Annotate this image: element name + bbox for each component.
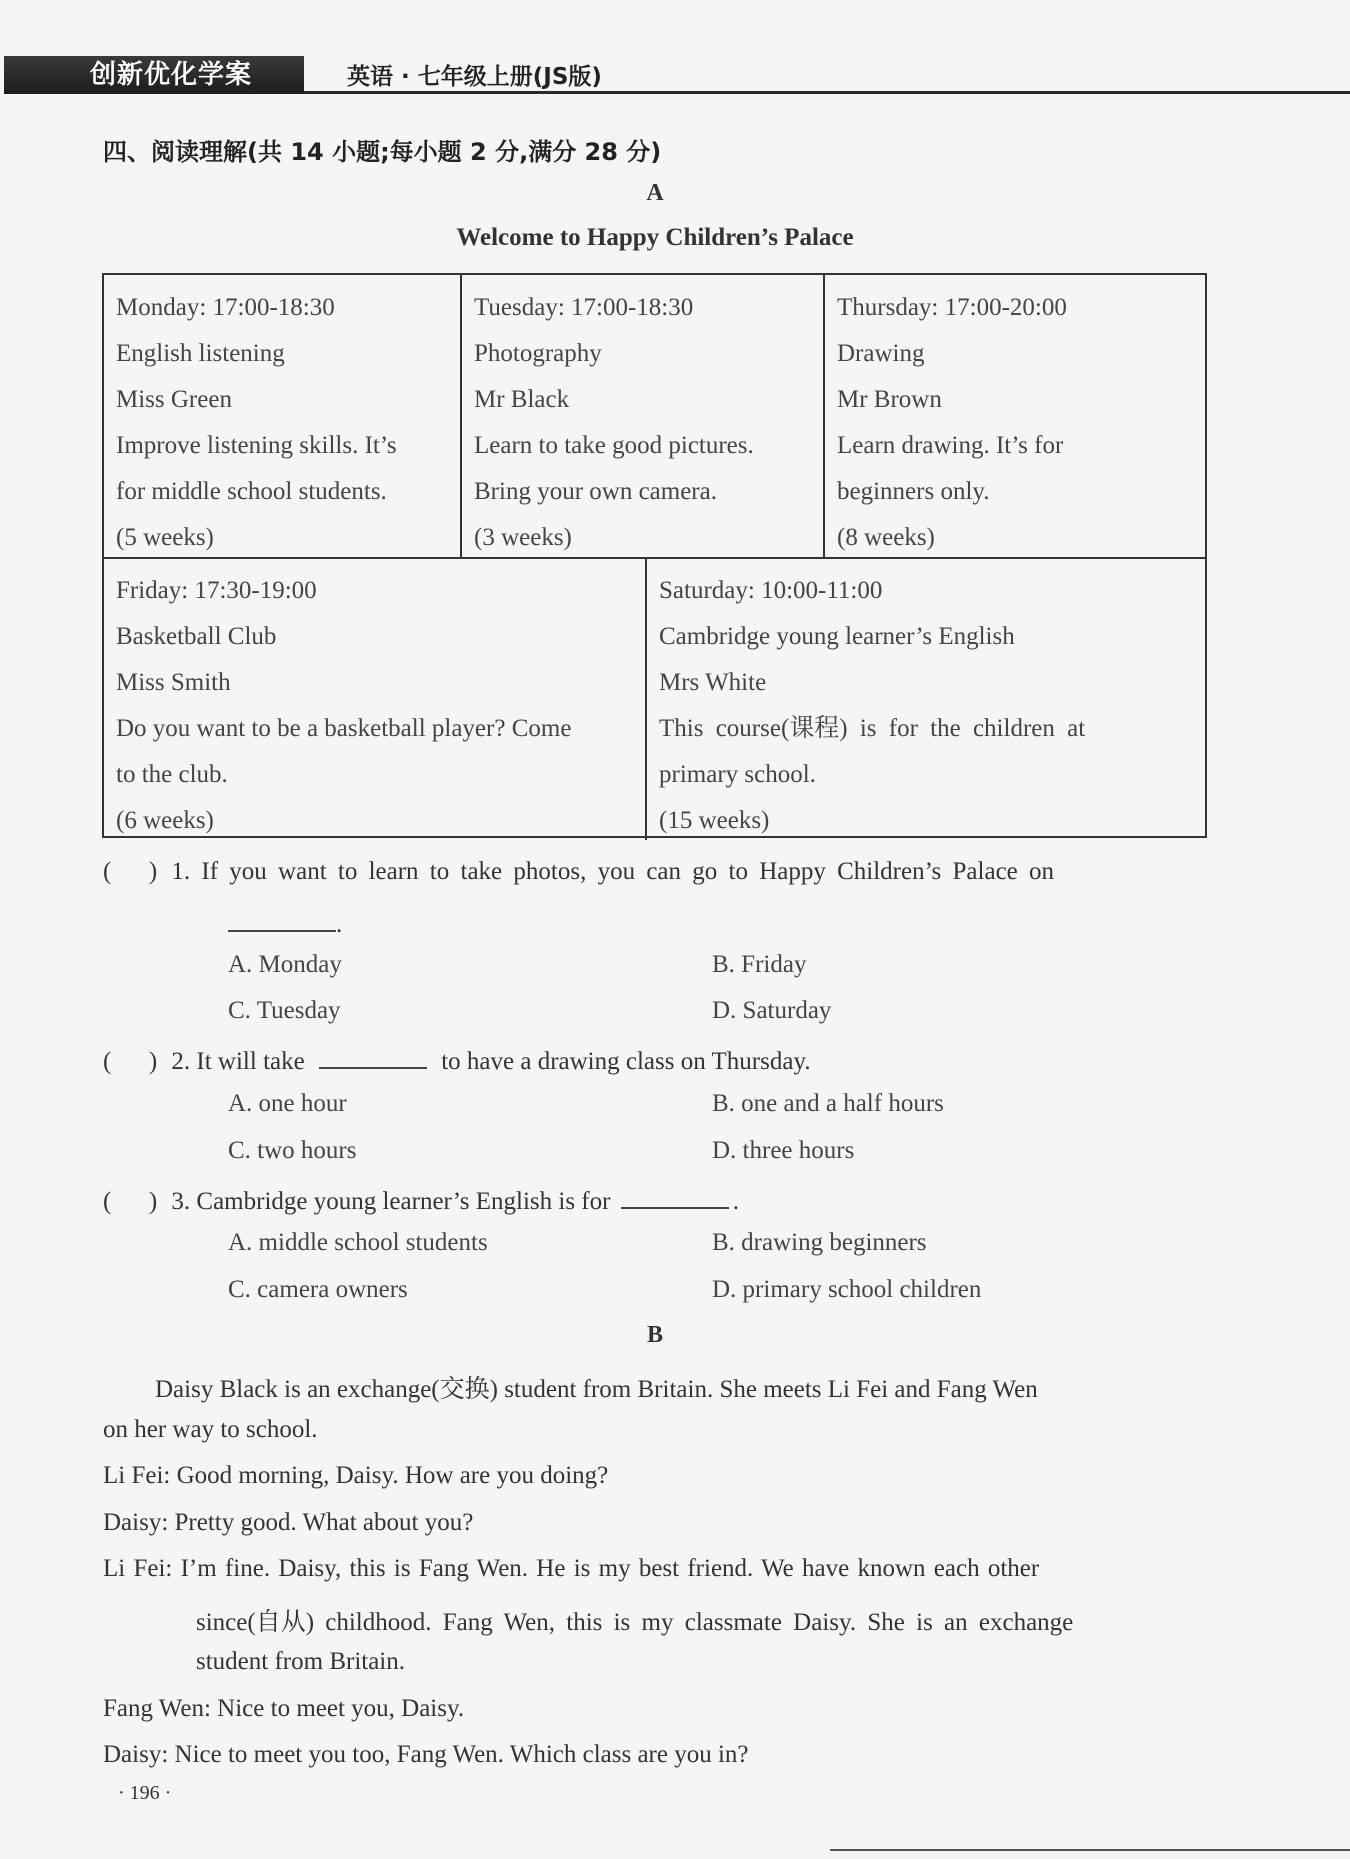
question-1: [103, 858, 1054, 886]
question-stem: 2. It will take: [171, 1048, 305, 1075]
timetable-cell-thursday: [825, 275, 1205, 561]
question-stem: 1. If you want to learn to take photos, you can go to Happy Children’s Palace on: [171, 858, 1055, 885]
option[interactable]: D. Saturday: [712, 997, 832, 1024]
passage-line: Daisy Black is an exchange(交换) student from Britain. She meets Li Fei and Fang Wen: [155, 1376, 1038, 1403]
answer-blank[interactable]: [621, 1183, 729, 1209]
cell-desc: Learn to take good pictures.: [474, 432, 754, 459]
cell-teacher: Mr Brown: [837, 386, 942, 413]
question-2: [103, 1043, 811, 1076]
cell-duration: (8 weeks): [837, 524, 935, 551]
cell-time: Saturday: 10:00-11:00: [659, 577, 883, 604]
part-b-label: B: [646, 1322, 663, 1348]
cell-teacher: Miss Green: [116, 386, 232, 413]
option[interactable]: A. Monday: [228, 951, 342, 978]
section-title: 四、阅读理解(共 14 小题;每小题 2 分,满分 28 分): [103, 138, 662, 166]
option[interactable]: C. two hours: [228, 1137, 357, 1164]
option[interactable]: A. one hour: [228, 1090, 347, 1117]
timetable-cell-monday: [104, 275, 461, 561]
cell-desc: primary school.: [659, 761, 816, 788]
timetable-title: Welcome to Happy Children’s Palace: [456, 224, 854, 251]
answer-paren[interactable]: ( ): [103, 1188, 158, 1215]
cell-desc: beginners only.: [837, 478, 990, 505]
cell-course: Cambridge young learner’s English: [659, 623, 1015, 650]
cell-duration: (5 weeks): [116, 524, 214, 551]
dialogue-line: student from Britain.: [196, 1648, 405, 1675]
timetable: [102, 273, 1207, 838]
option[interactable]: C. camera owners: [228, 1276, 408, 1303]
footer-rule: [830, 1849, 1350, 1851]
cell-desc: Improve listening skills. It’s: [116, 432, 397, 459]
cell-time: Monday: 17:00-18:30: [116, 294, 335, 321]
dialogue-line: since(自从) childhood. Fang Wen, this is my classmate Daisy. She is an exchange: [196, 1609, 1074, 1636]
dialogue-line: Fang Wen: Nice to meet you, Daisy.: [103, 1695, 465, 1722]
cell-duration: (15 weeks): [659, 807, 770, 834]
cell-desc: for middle school students.: [116, 478, 387, 505]
option[interactable]: D. primary school children: [712, 1276, 982, 1303]
option[interactable]: D. three hours: [712, 1137, 855, 1164]
question-3: ( ) 3. Cambridge young learner’s English is for .: [103, 1183, 739, 1216]
cell-course: Drawing: [837, 340, 925, 367]
dialogue-line: Daisy: Nice to meet you too, Fang Wen. Which class are you in?: [103, 1741, 749, 1768]
answer-paren[interactable]: ( ): [103, 858, 158, 885]
dialogue-line: Li Fei: Good morning, Daisy. How are you doing?: [103, 1462, 609, 1489]
question-stem: 3. Cambridge young learner’s English is for: [171, 1188, 611, 1215]
cell-desc: Bring your own camera.: [474, 478, 717, 505]
cell-desc: This course(课程) is for the children at: [659, 715, 1086, 742]
option[interactable]: C. Tuesday: [228, 997, 341, 1024]
cell-course: English listening: [116, 340, 285, 367]
cell-time: Thursday: 17:00-20:00: [837, 294, 1067, 321]
brand-banner: 创新优化学案: [4, 56, 304, 94]
passage-line: on her way to school.: [103, 1416, 318, 1443]
option[interactable]: B. drawing beginners: [712, 1229, 927, 1256]
cell-desc: to the club.: [116, 761, 228, 788]
timetable-cell-saturday: [647, 558, 1205, 844]
cell-time: Friday: 17:30-19:00: [116, 577, 317, 604]
answer-paren[interactable]: ( ): [103, 1048, 158, 1075]
cell-teacher: Mr Black: [474, 386, 570, 413]
question-stem-tail: to have a drawing class on Thursday.: [441, 1048, 811, 1075]
dialogue-line: Daisy: Pretty good. What about you?: [103, 1509, 474, 1536]
cell-desc: Do you want to be a basketball player? Come: [116, 715, 572, 742]
page-header: [0, 56, 1350, 96]
dialogue-line: Li Fei: I’m fine. Daisy, this is Fang Wen. He is my best friend. We have known each other: [103, 1555, 1040, 1582]
cell-duration: (3 weeks): [474, 524, 572, 551]
page-number: · 196 ·: [118, 1782, 172, 1804]
cell-teacher: Mrs White: [659, 669, 767, 696]
cell-course: Basketball Club: [116, 623, 277, 650]
cell-time: Tuesday: 17:00-18:30: [474, 294, 694, 321]
header-rule: [304, 91, 1350, 94]
option[interactable]: B. Friday: [712, 951, 807, 978]
cell-duration: (6 weeks): [116, 807, 214, 834]
subject-title: 英语 · 七年级上册(JS版): [347, 64, 602, 90]
cell-desc: Learn drawing. It’s for: [837, 432, 1064, 459]
answer-blank[interactable]: [319, 1043, 427, 1069]
timetable-cell-friday: [104, 558, 646, 844]
question-1-blank-line: .: [228, 906, 342, 939]
cell-course: Photography: [474, 340, 602, 367]
option[interactable]: A. middle school students: [228, 1229, 488, 1256]
cell-teacher: Miss Smith: [116, 669, 231, 696]
answer-blank[interactable]: [228, 906, 336, 932]
part-a-label: A: [646, 180, 664, 206]
timetable-cell-tuesday: [462, 275, 824, 561]
option[interactable]: B. one and a half hours: [712, 1090, 944, 1117]
